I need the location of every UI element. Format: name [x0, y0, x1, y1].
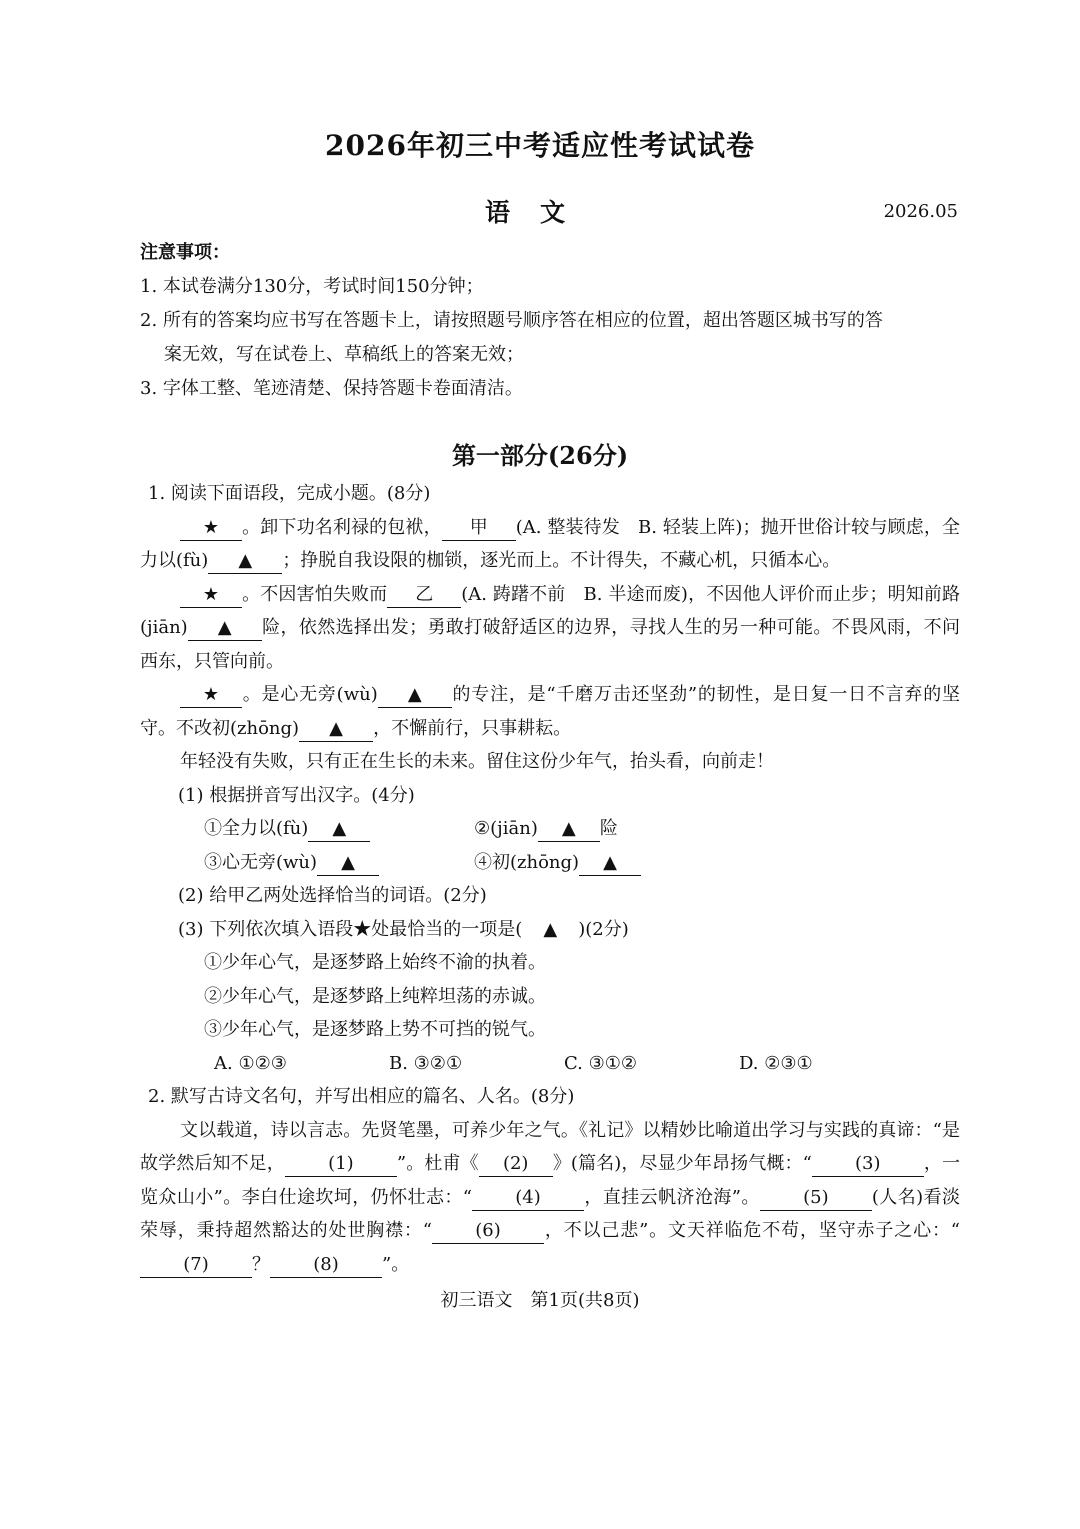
option-sentence-1: ①少年心气，是逐梦路上始终不渝的执着。 — [204, 952, 546, 973]
part-one-heading: 第一部分(26分) — [451, 441, 629, 470]
question-1-heading: 1. 阅读下面语段，完成小题。(8分) — [148, 483, 431, 504]
option-sentence-3: ③少年心气，是逐梦路上势不可挡的锐气。 — [204, 1019, 546, 1040]
triangle-blank: ▲ — [308, 817, 370, 842]
subquestion-1: (1) 根据拼音写出汉字。(4分) — [178, 784, 415, 806]
fill-blank-4: (4) — [472, 1186, 584, 1211]
subquestion-2: (2) 给甲乙两处选择恰当的词语。(2分) — [178, 885, 487, 906]
triangle-blank: ▲ — [208, 549, 282, 574]
fill-blank-2: (2) — [479, 1152, 553, 1177]
triangle-blank: ▲ — [317, 851, 379, 876]
star-blank: ★ — [180, 516, 242, 541]
fill-blank-8: (8) — [270, 1253, 382, 1278]
triangle-blank: ▲ — [378, 683, 452, 708]
subject-title: 语文 — [484, 198, 595, 227]
notes-heading: 注意事项： — [140, 242, 230, 263]
passage-paragraph-3: ★ 。是心无旁(wù) ▲ 的专注，是“千磨万击还坚劲”的韧性，是日复一日不言弃的坚守。不改初(zhōng) ▲ ，不懈前行，只事耕耘。 — [140, 678, 960, 745]
fill-blank-7: (7) — [140, 1253, 252, 1278]
triangle-blank: ▲ — [188, 616, 262, 641]
answer-triangle: ▲ — [543, 918, 558, 940]
fill-blank-5: (5) — [760, 1186, 872, 1211]
notes-section — [140, 236, 960, 406]
note-item-3: 3. 字体工整、笔迹清楚、保持答题卡卷面清洁。 — [140, 378, 523, 399]
passage-paragraph-2: ★ 。不因害怕失败而 乙 (A. 踌躇不前 B. 半途而废)，不因他人评价而止步；明知前路(jiān) ▲ 险，依然选择出发；勇敢打破舒适区的边界，寻找人生的另一种可能。不畏风雨，不问西东，只管向前。 — [140, 583, 961, 672]
fill-blank-6: (6) — [432, 1219, 544, 1244]
question-2-heading: 2. 默写古诗文名句，并写出相应的篇名、人名。(8分) — [148, 1086, 575, 1107]
choice-b: B. ③②① — [389, 1052, 463, 1074]
star-blank: ★ — [180, 583, 242, 608]
question-body — [140, 477, 960, 1281]
subquestion-1-options-row-1: ①全力以(fù) ▲ ②(jiān) ▲ 险 — [140, 812, 960, 846]
triangle-blank: ▲ — [299, 717, 373, 742]
fill-blank-1: (1) — [285, 1152, 397, 1177]
exam-date: 2026.05 — [883, 201, 958, 222]
passage-paragraph-1: ★ 。卸下功名利禄的包袱， 甲 (A. 整装待发 B. 轻装上阵)；抛开世俗计较与顾虑，全力以(fù) ▲ ；挣脱自我设限的枷锁，逐光而上。不计得失，不藏心机，只循本心。 — [140, 511, 960, 578]
star-blank: ★ — [180, 683, 242, 708]
page-footer: 初三语文 第1页(共8页) — [440, 1290, 640, 1311]
triangle-blank: ▲ — [538, 817, 600, 842]
choice-a: A. ①②③ — [214, 1052, 287, 1074]
blank-jia: 甲 — [442, 516, 516, 541]
fill-blank-3: (3) — [812, 1152, 924, 1177]
note-item-2-cont: 案无效，写在试卷上、草稿纸上的答案无效； — [164, 344, 524, 365]
choice-row — [140, 1047, 960, 1081]
choice-c: C. ③①② — [564, 1052, 637, 1074]
subquestion-3: (3) 下列依次填入语段★处最恰当的一项是( ▲ )(2分) — [140, 913, 960, 947]
choice-d: D. ②③① — [739, 1052, 813, 1074]
note-item-2: 2. 所有的答案均应书写在答题卡上，请按照题号顺序答在相应的位置，超出答题区城书写的答 — [140, 310, 883, 331]
exam-title: 2026年初三中考适应性考试试卷 — [325, 129, 755, 162]
subquestion-1-options-row-2: ③心无旁(wù) ▲ ④初(zhōng) ▲ — [140, 846, 960, 880]
triangle-blank: ▲ — [579, 851, 641, 876]
passage-paragraph-4: 年轻没有失败，只有正在生长的未来。留住这份少年气，抬头看，向前走！ — [180, 751, 774, 772]
blank-yi: 乙 — [387, 583, 461, 608]
option-sentence-2: ②少年心气，是逐梦路上纯粹坦荡的赤诚。 — [204, 985, 546, 1007]
question-2-passage: 文以载道，诗以言志。先贤笔墨，可养少年之气。《礼记》以精妙比喻道出学习与实践的真谛：“是故学然后知不足， (1) ”。杜甫《 (2) 》(篇名)，尽显少年昂扬气概：“ (3) ，一览众山小”。李白仕途坎坷，仍怀壮志：“ (4) ，直挂云帆济沧海”。 (5) (人名)看淡荣辱，秉持超然豁达的处世胸襟：“ (6) ，不以己悲”。文天祥临危不苟，坚守赤子之心：“(7) ？ (8) ”。 — [140, 1114, 960, 1282]
note-item-1: 1. 本试卷满分130分，考试时间150分钟； — [140, 276, 484, 297]
